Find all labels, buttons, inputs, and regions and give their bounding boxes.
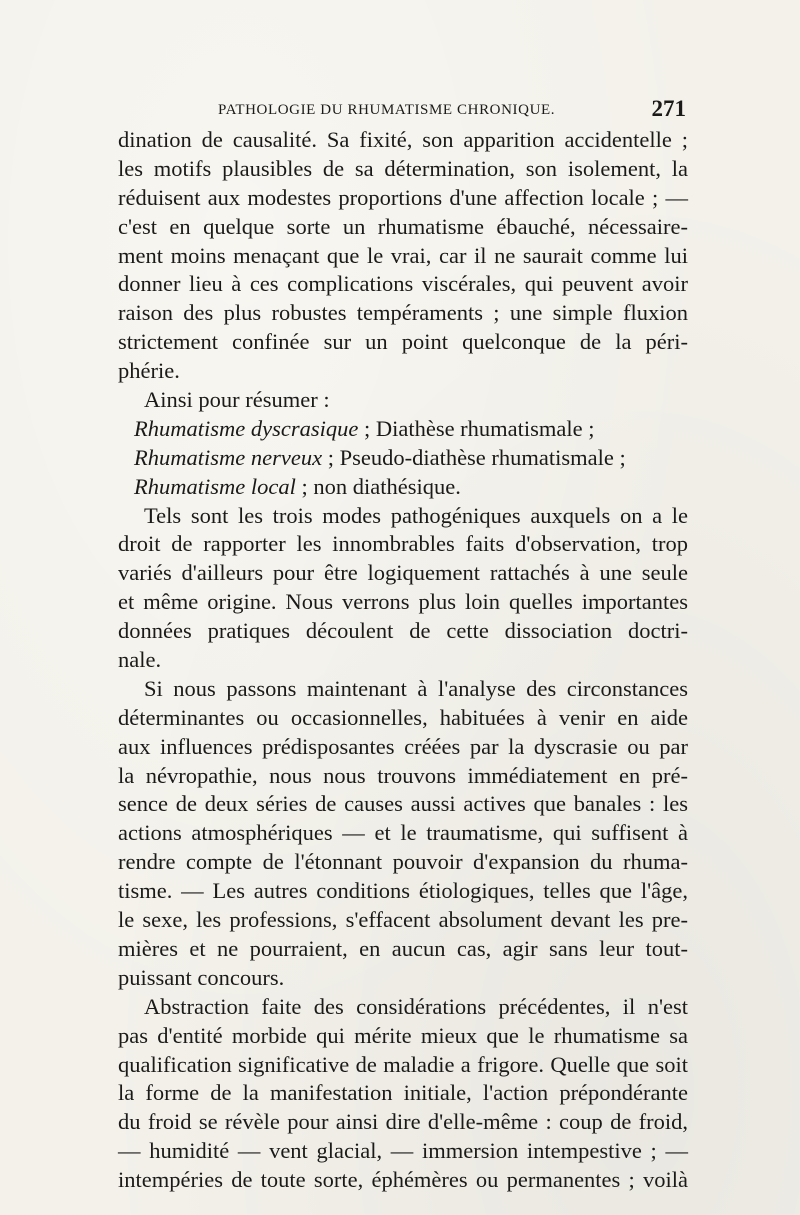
text-line: Ainsi pour résumer : (144, 387, 330, 413)
text-line: Tels sont les trois modes pathogéniques auxquels on a le (144, 502, 688, 528)
summary-definition: ; non diathésique. (295, 473, 461, 499)
text-line: la névropathie, nous nous trouvons immédiatement en pré- (118, 762, 688, 788)
page-number: 271 (651, 96, 686, 121)
summary-item (118, 473, 688, 502)
summary-term: Rhumatisme local (134, 473, 296, 499)
summary-definition: ; Pseudo-diathèse rhumatismale ; (322, 444, 626, 470)
text-line: qualification significative de maladie a frigore. Quelle que soit (118, 1051, 688, 1077)
text-line: les motifs plausibles de sa détermination, son isolement, la (118, 155, 688, 181)
text-line: données pratiques découlent de cette dissociation doctri- (118, 618, 688, 644)
text-line: ment moins menaçant que le vrai, car il ne saurait comme lui (118, 242, 688, 268)
summary-term: Rhumatisme dyscrasique (134, 415, 359, 441)
text-line: le sexe, les professions, s'effacent absolument devant les pre- (118, 907, 688, 933)
text-line: Abstraction faite des considérations précédentes, il n'est (144, 993, 688, 1019)
summary-item (118, 415, 688, 444)
text-line: droit de rapporter les innombrables faits d'observation, trop (118, 531, 688, 557)
text-line: et même origine. Nous verrons plus loin quelles importantes (118, 589, 688, 615)
text-line: — humidité — vent glacial, — immersion intempestive ; — (118, 1138, 688, 1164)
running-head: PATHOLOGIE DU RHUMATISME CHRONIQUE. (218, 102, 556, 118)
text-line: mières et ne pourraient, en aucun cas, agir sans leur tout- (118, 935, 688, 961)
text-line: intempéries de toute sorte, éphémères ou permanentes ; voilà (118, 1167, 688, 1193)
summary-definition: ; Diathèse rhumatismale ; (358, 415, 595, 441)
text-line: phérie. (118, 358, 180, 384)
text-line: puissant concours. (118, 964, 285, 990)
text-line: raison des plus robustes tempéraments ; une simple fluxion (118, 300, 688, 326)
text-line: réduisent aux modestes proportions d'une affection locale ; — (118, 184, 688, 210)
text-line: aux influences prédisposantes créées par la dyscrasie ou par (118, 733, 688, 759)
text-line: tisme. — Les autres conditions étiologiques, telles que l'âge, (118, 878, 688, 904)
text-line: c'est en quelque sorte un rhumatisme ébauché, nécessaire- (118, 213, 688, 239)
text-line: donner lieu à ces complications viscérales, qui peuvent avoir (118, 271, 688, 297)
text-line: déterminantes ou occasionnelles, habituées à venir en aide (118, 704, 688, 730)
text-line: rendre compte de l'étonnant pouvoir d'expansion du rhuma- (118, 849, 688, 875)
text-line: la forme de la manifestation initiale, l'action prépondérante (118, 1080, 688, 1106)
text-line: du froid se révèle pour ainsi dire d'elle-même : coup de froid, (118, 1109, 688, 1135)
text-line: actions atmosphériques — et le traumatisme, qui suffisent à (118, 820, 688, 846)
text-line: nale. (118, 647, 162, 673)
page-header (118, 96, 686, 124)
text-line: Si nous passons maintenant à l'analyse des circonstances (144, 675, 688, 701)
text-line: variés d'ailleurs pour être logiquement rattachés à une seule (118, 560, 688, 586)
text-line: sence de deux séries de causes aussi actives que banales : les (118, 791, 688, 817)
text-line: strictement confinée sur un point quelconque de la péri- (118, 329, 688, 355)
text-line: pas d'entité morbide qui mérite mieux que le rhumatisme sa (118, 1022, 688, 1048)
summary-term: Rhumatisme nerveux (134, 444, 323, 470)
text-line: dination de causalité. Sa fixité, son apparition accidentelle ; (118, 127, 688, 152)
summary-item (118, 444, 688, 473)
body-text (118, 126, 688, 1195)
